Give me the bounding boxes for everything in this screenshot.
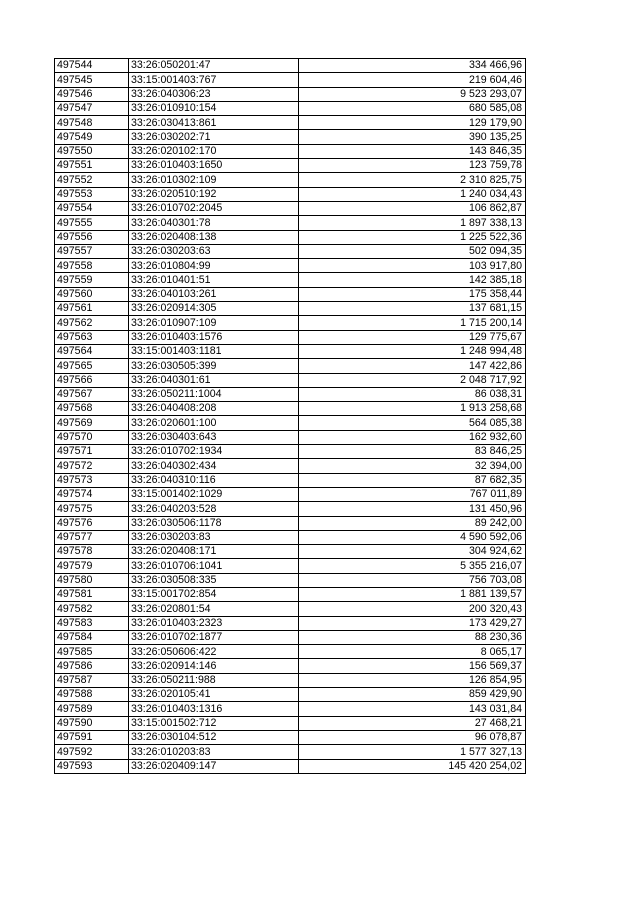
- cadastral-value-cell: 767 011,89: [299, 487, 526, 501]
- row-id-cell: 497574: [55, 487, 129, 501]
- cadastral-number-cell: 33:26:020510:192: [129, 187, 299, 201]
- table-row: [55, 287, 526, 301]
- cadastral-value-cell: 131 450,96: [299, 502, 526, 516]
- table-row: [55, 416, 526, 430]
- table-row: [55, 673, 526, 687]
- cadastral-number-cell: 33:26:010403:1650: [129, 159, 299, 173]
- cadastral-number-cell: 33:26:020105:41: [129, 688, 299, 702]
- row-id-cell: 497563: [55, 330, 129, 344]
- table-row: [55, 473, 526, 487]
- table-row: [55, 373, 526, 387]
- cadastral-number-cell: 33:26:050211:1004: [129, 387, 299, 401]
- cadastral-number-cell: 33:26:010302:109: [129, 173, 299, 187]
- row-id-cell: 497568: [55, 402, 129, 416]
- table-row: [55, 259, 526, 273]
- cadastral-number-cell: 33:26:010401:51: [129, 273, 299, 287]
- table-row: [55, 459, 526, 473]
- table-row: [55, 587, 526, 601]
- cadastral-number-cell: 33:26:030203:63: [129, 244, 299, 258]
- table-row: [55, 602, 526, 616]
- cadastral-value-cell: 859 429,90: [299, 688, 526, 702]
- row-id-cell: 497578: [55, 545, 129, 559]
- cadastral-value-cell: 27 468,21: [299, 716, 526, 730]
- table-row: [55, 73, 526, 87]
- cadastral-number-cell: 33:26:040306:23: [129, 87, 299, 101]
- cadastral-value-cell: 680 585,08: [299, 101, 526, 115]
- table-row: [55, 387, 526, 401]
- cadastral-value-cell: 304 924,62: [299, 545, 526, 559]
- row-id-cell: 497591: [55, 730, 129, 744]
- row-id-cell: 497583: [55, 616, 129, 630]
- cadastral-value-cell: 162 932,60: [299, 430, 526, 444]
- table-row: [55, 402, 526, 416]
- row-id-cell: 497585: [55, 645, 129, 659]
- row-id-cell: 497552: [55, 173, 129, 187]
- cadastral-number-cell: 33:15:001403:1181: [129, 344, 299, 358]
- row-id-cell: 497581: [55, 587, 129, 601]
- cadastral-value-cell: 32 394,00: [299, 459, 526, 473]
- row-id-cell: 497575: [55, 502, 129, 516]
- cadastral-number-cell: 33:26:030506:1178: [129, 516, 299, 530]
- table-row: [55, 330, 526, 344]
- cadastral-value-cell: 142 385,18: [299, 273, 526, 287]
- row-id-cell: 497565: [55, 359, 129, 373]
- table-row: [55, 630, 526, 644]
- cadastral-value-cell: 143 846,35: [299, 144, 526, 158]
- cadastral-value-cell: 1 577 327,13: [299, 745, 526, 759]
- row-id-cell: 497579: [55, 559, 129, 573]
- row-id-cell: 497586: [55, 659, 129, 673]
- cadastral-number-cell: 33:26:010702:1877: [129, 630, 299, 644]
- table-row: [55, 130, 526, 144]
- row-id-cell: 497564: [55, 344, 129, 358]
- cadastral-value-cell: 1 913 258,68: [299, 402, 526, 416]
- row-id-cell: 497554: [55, 201, 129, 215]
- cadastral-number-cell: 33:26:050606:422: [129, 645, 299, 659]
- row-id-cell: 497562: [55, 316, 129, 330]
- table-row: [55, 87, 526, 101]
- cadastral-number-cell: 33:26:050211:988: [129, 673, 299, 687]
- row-id-cell: 497576: [55, 516, 129, 530]
- row-id-cell: 497546: [55, 87, 129, 101]
- cadastral-number-cell: 33:26:010702:1934: [129, 445, 299, 459]
- cadastral-number-cell: 33:15:001402:1029: [129, 487, 299, 501]
- cadastral-number-cell: 33:26:050201:47: [129, 59, 299, 73]
- cadastral-number-cell: 33:26:030104:512: [129, 730, 299, 744]
- row-id-cell: 497553: [55, 187, 129, 201]
- row-id-cell: 497567: [55, 387, 129, 401]
- cadastral-number-cell: 33:26:010203:83: [129, 745, 299, 759]
- row-id-cell: 497561: [55, 302, 129, 316]
- row-id-cell: 497582: [55, 602, 129, 616]
- cadastral-value-cell: 9 523 293,07: [299, 87, 526, 101]
- cadastral-value-cell: 2 048 717,92: [299, 373, 526, 387]
- cadastral-number-cell: 33:26:040310:116: [129, 473, 299, 487]
- table-row: [55, 216, 526, 230]
- cadastral-value-cell: 1 715 200,14: [299, 316, 526, 330]
- row-id-cell: 497566: [55, 373, 129, 387]
- table-body: [55, 59, 526, 774]
- cadastral-number-cell: 33:26:030403:643: [129, 430, 299, 444]
- row-id-cell: 497556: [55, 230, 129, 244]
- table-row: [55, 173, 526, 187]
- cadastral-number-cell: 33:26:040408:208: [129, 402, 299, 416]
- row-id-cell: 497557: [55, 244, 129, 258]
- cadastral-number-cell: 33:26:020102:170: [129, 144, 299, 158]
- table-row: [55, 244, 526, 258]
- cadastral-value-cell: 564 085,38: [299, 416, 526, 430]
- table-row: [55, 730, 526, 744]
- table-row: [55, 759, 526, 773]
- row-id-cell: 497588: [55, 688, 129, 702]
- table-row: [55, 144, 526, 158]
- row-id-cell: 497547: [55, 101, 129, 115]
- cadastral-value-cell: 156 569,37: [299, 659, 526, 673]
- row-id-cell: 497593: [55, 759, 129, 773]
- cadastral-number-cell: 33:26:020408:138: [129, 230, 299, 244]
- cadastral-value-table: [54, 58, 526, 774]
- cadastral-value-cell: 1 248 994,48: [299, 344, 526, 358]
- table-row: [55, 545, 526, 559]
- cadastral-number-cell: 33:26:040203:528: [129, 502, 299, 516]
- table-row: [55, 716, 526, 730]
- cadastral-value-cell: 1 881 139,57: [299, 587, 526, 601]
- table-row: [55, 573, 526, 587]
- cadastral-value-cell: 86 038,31: [299, 387, 526, 401]
- table-row: [55, 116, 526, 130]
- cadastral-value-cell: 502 094,35: [299, 244, 526, 258]
- cadastral-value-cell: 2 310 825,75: [299, 173, 526, 187]
- cadastral-value-cell: 143 031,84: [299, 702, 526, 716]
- row-id-cell: 497548: [55, 116, 129, 130]
- row-id-cell: 497592: [55, 745, 129, 759]
- row-id-cell: 497573: [55, 473, 129, 487]
- row-id-cell: 497587: [55, 673, 129, 687]
- table-row: [55, 745, 526, 759]
- row-id-cell: 497590: [55, 716, 129, 730]
- table-row: [55, 688, 526, 702]
- table-row: [55, 487, 526, 501]
- cadastral-number-cell: 33:26:010403:2323: [129, 616, 299, 630]
- cadastral-number-cell: 33:26:010403:1316: [129, 702, 299, 716]
- row-id-cell: 497555: [55, 216, 129, 230]
- cadastral-value-cell: 96 078,87: [299, 730, 526, 744]
- cadastral-value-cell: 89 242,00: [299, 516, 526, 530]
- table-row: [55, 445, 526, 459]
- cadastral-value-cell: 83 846,25: [299, 445, 526, 459]
- cadastral-number-cell: 33:26:040103:261: [129, 287, 299, 301]
- cadastral-number-cell: 33:26:010907:109: [129, 316, 299, 330]
- table-row: [55, 430, 526, 444]
- cadastral-value-cell: 5 355 216,07: [299, 559, 526, 573]
- cadastral-number-cell: 33:26:040301:61: [129, 373, 299, 387]
- cadastral-number-cell: 33:26:010403:1576: [129, 330, 299, 344]
- table-row: [55, 702, 526, 716]
- cadastral-value-cell: 219 604,46: [299, 73, 526, 87]
- table-row: [55, 659, 526, 673]
- cadastral-number-cell: 33:26:040301:78: [129, 216, 299, 230]
- cadastral-number-cell: 33:26:020914:305: [129, 302, 299, 316]
- row-id-cell: 497559: [55, 273, 129, 287]
- cadastral-number-cell: 33:15:001403:767: [129, 73, 299, 87]
- cadastral-value-cell: 200 320,43: [299, 602, 526, 616]
- row-id-cell: 497544: [55, 59, 129, 73]
- cadastral-value-cell: 137 681,15: [299, 302, 526, 316]
- cadastral-value-cell: 106 862,87: [299, 201, 526, 215]
- cadastral-number-cell: 33:26:010804:99: [129, 259, 299, 273]
- table-row: [55, 302, 526, 316]
- cadastral-number-cell: 33:26:010706:1041: [129, 559, 299, 573]
- cadastral-number-cell: 33:26:030508:335: [129, 573, 299, 587]
- cadastral-value-cell: 334 466,96: [299, 59, 526, 73]
- row-id-cell: 497577: [55, 530, 129, 544]
- cadastral-number-cell: 33:26:040302:434: [129, 459, 299, 473]
- cadastral-value-cell: 1 225 522,36: [299, 230, 526, 244]
- row-id-cell: 497551: [55, 159, 129, 173]
- cadastral-value-cell: 1 240 034,43: [299, 187, 526, 201]
- row-id-cell: 497549: [55, 130, 129, 144]
- table-row: [55, 516, 526, 530]
- row-id-cell: 497569: [55, 416, 129, 430]
- row-id-cell: 497550: [55, 144, 129, 158]
- table-row: [55, 359, 526, 373]
- cadastral-number-cell: 33:26:020914:146: [129, 659, 299, 673]
- table-row: [55, 344, 526, 358]
- row-id-cell: 497572: [55, 459, 129, 473]
- table-row: [55, 159, 526, 173]
- cadastral-number-cell: 33:26:030413:861: [129, 116, 299, 130]
- cadastral-value-cell: 8 065,17: [299, 645, 526, 659]
- row-id-cell: 497558: [55, 259, 129, 273]
- row-id-cell: 497571: [55, 445, 129, 459]
- cadastral-number-cell: 33:26:030202:71: [129, 130, 299, 144]
- table-row: [55, 101, 526, 115]
- cadastral-number-cell: 33:26:010702:2045: [129, 201, 299, 215]
- cadastral-number-cell: 33:26:020408:171: [129, 545, 299, 559]
- cadastral-value-cell: 145 420 254,02: [299, 759, 526, 773]
- cadastral-number-cell: 33:26:020801:54: [129, 602, 299, 616]
- cadastral-value-cell: 147 422,86: [299, 359, 526, 373]
- table-row: [55, 502, 526, 516]
- table-row: [55, 559, 526, 573]
- row-id-cell: 497545: [55, 73, 129, 87]
- cadastral-number-cell: 33:26:010910:154: [129, 101, 299, 115]
- cadastral-value-cell: 175 358,44: [299, 287, 526, 301]
- row-id-cell: 497580: [55, 573, 129, 587]
- table-row: [55, 530, 526, 544]
- row-id-cell: 497589: [55, 702, 129, 716]
- cadastral-value-cell: 88 230,36: [299, 630, 526, 644]
- cadastral-value-cell: 126 854,95: [299, 673, 526, 687]
- cadastral-value-cell: 103 917,80: [299, 259, 526, 273]
- table-row: [55, 316, 526, 330]
- table-row: [55, 187, 526, 201]
- cadastral-value-cell: 129 775,67: [299, 330, 526, 344]
- cadastral-number-cell: 33:15:001502:712: [129, 716, 299, 730]
- row-id-cell: 497570: [55, 430, 129, 444]
- table-row: [55, 645, 526, 659]
- cadastral-number-cell: 33:26:030203:83: [129, 530, 299, 544]
- cadastral-value-cell: 173 429,27: [299, 616, 526, 630]
- row-id-cell: 497560: [55, 287, 129, 301]
- table-row: [55, 616, 526, 630]
- cadastral-value-cell: 1 897 338,13: [299, 216, 526, 230]
- table-row: [55, 230, 526, 244]
- cadastral-number-cell: 33:26:030505:399: [129, 359, 299, 373]
- cadastral-number-cell: 33:26:020409:147: [129, 759, 299, 773]
- cadastral-value-cell: 123 759,78: [299, 159, 526, 173]
- cadastral-value-cell: 87 682,35: [299, 473, 526, 487]
- cadastral-value-cell: 129 179,90: [299, 116, 526, 130]
- cadastral-value-cell: 4 590 592,06: [299, 530, 526, 544]
- cadastral-number-cell: 33:26:020601:100: [129, 416, 299, 430]
- table-row: [55, 59, 526, 73]
- table-row: [55, 273, 526, 287]
- table-row: [55, 201, 526, 215]
- cadastral-value-cell: 756 703,08: [299, 573, 526, 587]
- cadastral-value-cell: 390 135,25: [299, 130, 526, 144]
- cadastral-number-cell: 33:15:001702:854: [129, 587, 299, 601]
- row-id-cell: 497584: [55, 630, 129, 644]
